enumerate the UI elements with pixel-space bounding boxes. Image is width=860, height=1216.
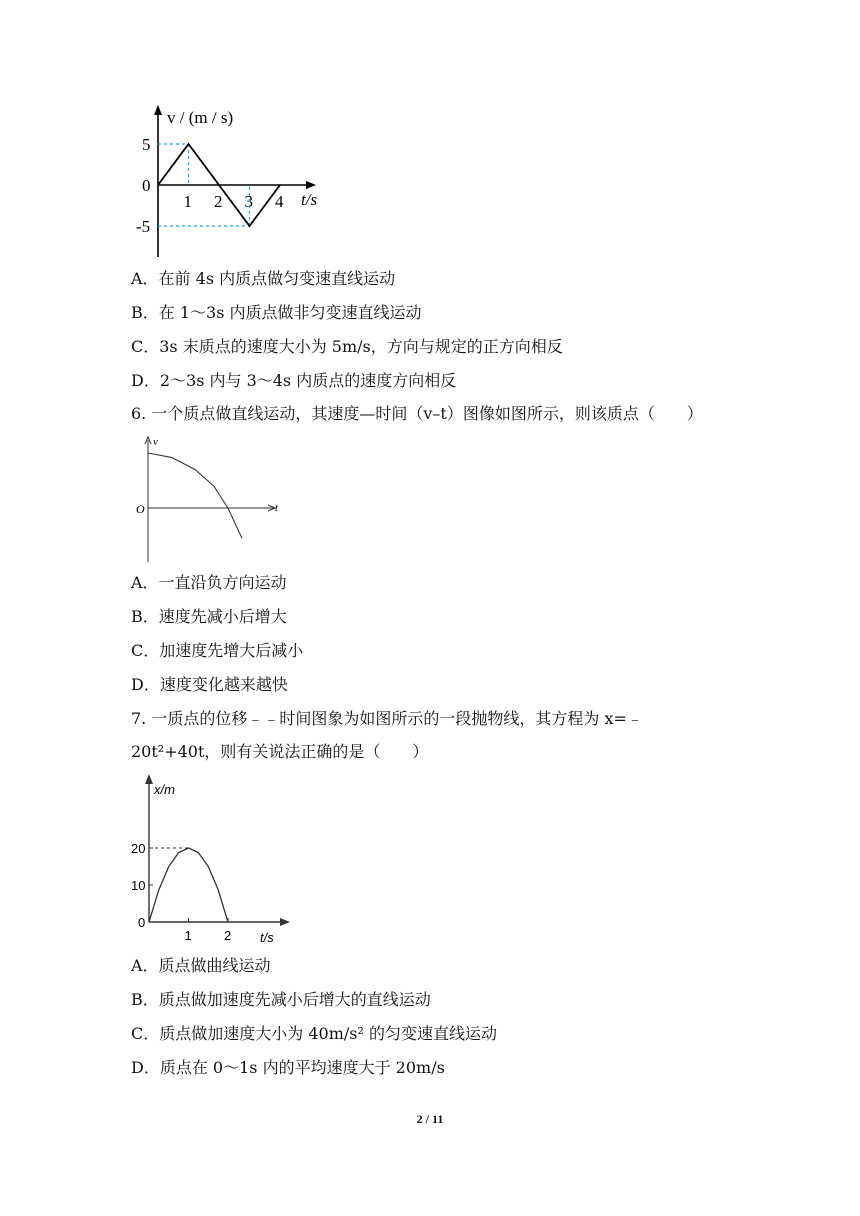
q6-option-b: B．速度先减小后增大 — [131, 607, 287, 626]
page-number: 2 / 11 — [416, 1112, 444, 1126]
series-parabola — [149, 848, 228, 922]
y-axis-label: v / (m / s) — [167, 108, 234, 127]
figure-vt-curve-q6 — [128, 434, 288, 562]
q6-option-c: C．加速度先增大后减小 — [131, 641, 304, 660]
q6-option-d: D．速度变化越来越快 — [131, 675, 288, 694]
figure-vt-graph-q5 — [125, 95, 335, 265]
q7-stem-line1: 7. 一质点的位移﹣﹣时间图象为如图所示的一段抛物线，其方程为 x=﹣ — [131, 709, 643, 728]
y-tick-label: 0 — [138, 915, 146, 930]
x-axis-label: t/s — [260, 930, 274, 945]
x-tick-label: 1 — [183, 192, 192, 211]
x-tick-label: 3 — [244, 192, 253, 211]
y-axis-label: x/m — [154, 782, 175, 797]
q7-option-d: D．质点在 0～1s 内的平均速度大于 20m/s — [131, 1058, 445, 1077]
y-tick-label: 10 — [131, 878, 146, 893]
origin-label: O — [136, 502, 145, 516]
q5-option-b: B．在 1～3s 内质点做非匀变速直线运动 — [131, 303, 422, 322]
x-tick-label: 2 — [214, 192, 223, 211]
series-curve — [148, 453, 242, 538]
x-axis-arrow — [280, 918, 290, 926]
q6-stem: 6. 一个质点做直线运动，其速度—时间（v–t）图像如图所示，则该质点（ ） — [131, 404, 703, 423]
q7-option-a: A．质点做曲线运动 — [131, 956, 271, 975]
q5-option-d: D．2～3s 内与 3～4s 内质点的速度方向相反 — [131, 371, 457, 390]
x-axis-arrow — [306, 181, 316, 189]
y-axis-arrow — [145, 774, 153, 784]
y-axis-arrow — [154, 105, 162, 115]
y-tick-label: 0 — [142, 176, 151, 195]
x-axis-label: t/s — [301, 190, 318, 209]
q5-option-c: C．3s 末质点的速度大小为 5m/s，方向与规定的正方向相反 — [131, 337, 563, 356]
q7-option-b: B．质点做加速度先减小后增大的直线运动 — [131, 990, 431, 1009]
y-tick-label: 20 — [131, 841, 146, 856]
q5-option-a: A．在前 4s 内质点做匀变速直线运动 — [131, 269, 396, 288]
q7-option-c: C．质点做加速度大小为 40m/s² 的匀变速直线运动 — [131, 1024, 497, 1043]
q7-stem-line2: 20t²+40t，则有关说法正确的是（ ） — [131, 742, 429, 761]
x-axis-label: t — [275, 502, 279, 514]
y-tick-label: -5 — [136, 217, 151, 236]
y-axis-label: v — [153, 436, 158, 448]
x-tick-label: 1 — [184, 928, 192, 943]
x-tick-label: 2 — [224, 928, 232, 943]
figure-xt-parabola-q7 — [128, 772, 298, 948]
q6-option-a: A．一直沿负方向运动 — [131, 573, 287, 592]
y-tick-label: 5 — [142, 135, 151, 154]
x-tick-label: 4 — [275, 192, 284, 211]
